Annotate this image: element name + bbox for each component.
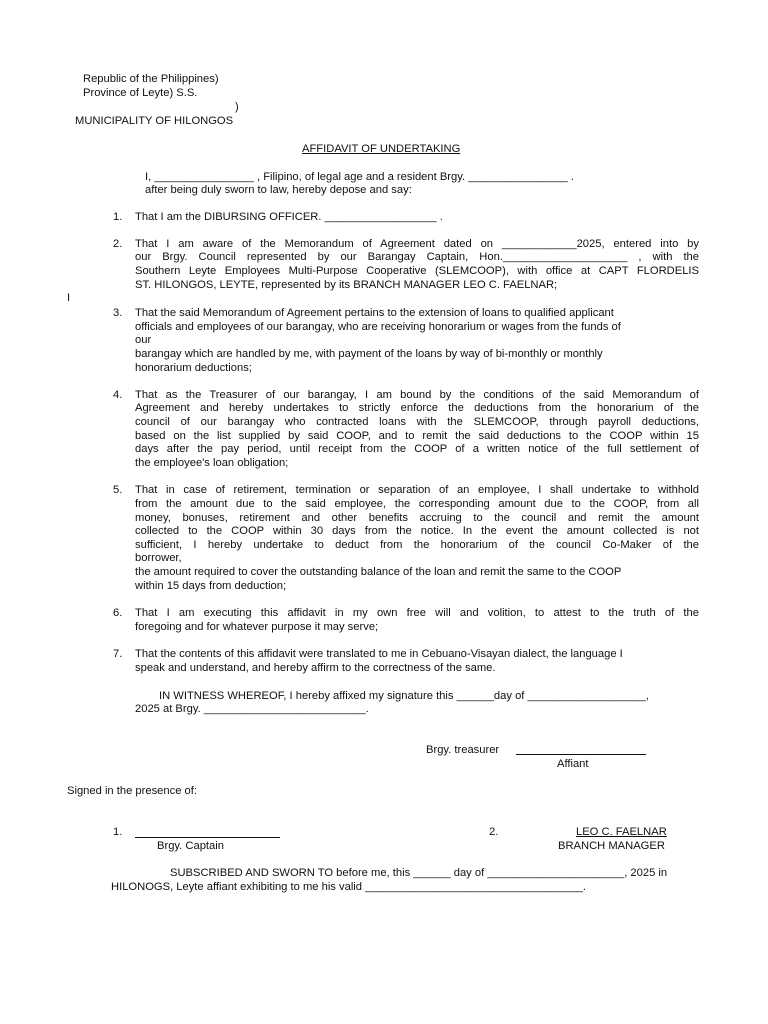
item-5-line-4: collected to the COOP within 30 days from the notice. In the event the amount collected is not [135,525,699,537]
item-4-line-2: Agreement and hereby undertakes to strictly enforce the deductions from the honorarium of the [135,402,699,414]
item-5-number: 5. [113,484,123,496]
affiant-label: Brgy. treasurer [426,744,500,756]
item-1-line-1: That I am the DIBURSING OFFICER. __________________ . [135,211,443,223]
document-title: AFFIDAVIT OF UNDERTAKING [302,143,461,155]
affiant-signature-line [516,754,646,755]
signatory-1-caption: Brgy. Captain [157,840,224,852]
item-3-line-1: That the said Memorandum of Agreement pertains to the extension of loans to qualified applicant [135,307,614,319]
item-5-line-8: within 15 days from deduction; [135,580,287,592]
item-4-line-4: based on the list supplied by said COOP, and to remit the said deductions to the COOP within 15 [135,430,699,442]
item-4-line-5: days after the pay period, until receipt from the COOP of a written notice of the full settlement of [135,443,699,455]
item-5-line-6: borrower, [135,552,182,564]
item-3-number: 3. [113,307,123,319]
margin-mark: I [67,292,71,304]
item-4-line-3: council of our barangay who contracted loans with the SLEMCOOP, through payroll deductions, [135,416,699,428]
item-5-line-1: That in case of retirement, termination or separation of an employee, I shall undertake to withhold [135,484,699,496]
subscribed-line-1: SUBSCRIBED AND SWORN TO before me, this ______ day of ______________________, 2025 in [170,867,668,879]
item-7-line-2: speak and understand, and hereby affirm to the correctness of the same. [135,662,496,674]
item-2-line-3: Southern Leyte Employees Multi-Purpose Cooperative (SLEMCOOP), with office at CAPT FLORDELIS [135,265,699,277]
signatory-2-number: 2. [489,826,499,838]
header-province: Province of Leyte) S.S. [83,87,198,99]
intro-line-1: I, ________________ , Filipino, of legal age and a resident Brgy. ________________ . [145,171,574,183]
header-municipality: MUNICIPALITY OF HILONGOS [75,115,234,127]
item-2-line-1: That I am aware of the Memorandum of Agreement dated on ____________2025, entered into by [135,238,699,250]
item-1-number: 1. [113,211,123,223]
item-2-line-4: ST. HILONGOS, LEYTE, represented by its BRANCH MANAGER LEO C. FAELNAR; [135,279,558,291]
item-5-line-2: from the amount due to the said employee, the corresponding amount due to the COOP, from all [135,498,699,510]
item-6-number: 6. [113,607,123,619]
subscribed-line-2: HILONOGS, Leyte affiant exhibiting to me his valid ___________________________________. [111,881,586,893]
item-7-number: 7. [113,648,123,660]
item-3-line-3: our [135,334,152,346]
item-4-line-1: That as the Treasurer of our barangay, I am bound by the conditions of the said Memorandum of [135,389,699,401]
witness-line-1: IN WITNESS WHEREOF, I hereby affixed my signature this ______day of ___________________, [159,690,649,702]
item-3-line-5: honorarium deductions; [135,362,252,374]
intro-line-2: after being duly sworn to law, hereby depose and say: [145,184,412,196]
item-6-line-2: foregoing and for whatever purpose it may serve; [135,621,379,633]
header-paren: ) [235,101,239,113]
signatory-2-name: LEO C. FAELNAR [576,826,667,838]
signatory-2-caption: BRANCH MANAGER [558,840,665,852]
signatory-1-signature-line [135,837,280,838]
item-5-line-7: the amount required to cover the outstanding balance of the loan and remit the same to the COOP [135,566,622,578]
item-4-number: 4. [113,389,123,401]
item-7-line-1: That the contents of this affidavit were translated to me in Cebuano-Visayan dialect, the language I [135,648,623,660]
signatory-1-number: 1. [113,826,123,838]
item-2-number: 2. [113,238,123,250]
witness-line-2: 2025 at Brgy. __________________________. [135,703,369,715]
item-5-line-5: sufficient, I hereby undertake to deduct from the honorarium of the council Co-Maker of the [135,539,699,551]
item-2-line-2: our Brgy. Council represented by our Barangay Captain, Hon.____________________ , with the [135,251,699,263]
signed-presence-label: Signed in the presence of: [67,785,197,797]
item-3-line-4: barangay which are handled by me, with payment of the loans by way of bi-monthly or monthly [135,348,603,360]
item-4-line-6: the employee's loan obligation; [135,457,289,469]
item-3-line-2: officials and employees of our barangay, who are receiving honorarium or wages from the funds of [135,321,621,333]
item-6-line-1: That I am executing this affidavit in my own free will and volition, to attest to the truth of the [135,607,699,619]
affiant-caption: Affiant [557,758,589,770]
header-republic: Republic of the Philippines) [83,73,219,85]
item-5-line-3: money, bonuses, retirement and other benefits accruing to the council and remit the amount [135,512,699,524]
